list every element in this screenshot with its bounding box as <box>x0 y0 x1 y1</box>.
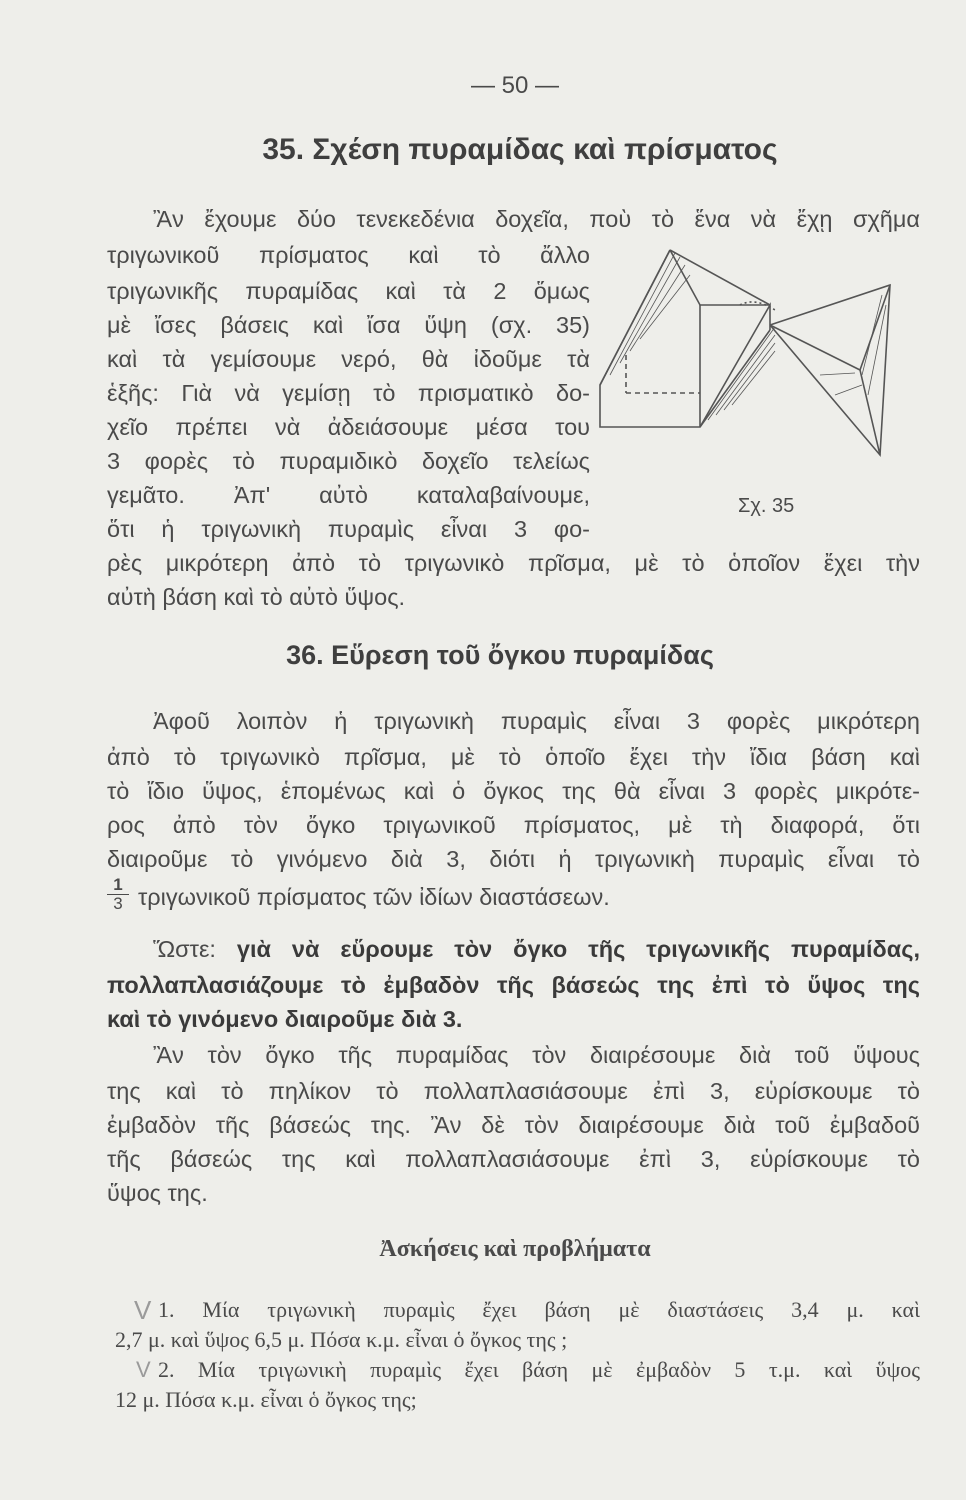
rule-line: καὶ τὸ γινόμενο διαιροῦμε διὰ 3. <box>107 1006 463 1032</box>
paragraph-line: ἀπὸ τὸ τριγωνικὸ πρῖσμα, μὲ τὸ ὁποῖο ἔχει τὴν ἴδια βάση καὶ <box>107 744 920 770</box>
paragraph-line: ρος ἀπὸ τὸν ὄγκο τριγωνικοῦ πρίσματος, μὲ τὴ διαφορά, ὅτι <box>107 812 920 838</box>
fraction-one-third <box>107 876 129 913</box>
paragraph-line: τριγωνικοῦ πρίσματος τῶν ἰδίων διαστάσεων. <box>138 884 610 910</box>
paragraph-line: ρὲς μικρότερη ἀπὸ τὸ τριγωνικὸ πρῖσμα, μὲ τὸ ὁποῖον ἔχει τὴν <box>107 550 920 576</box>
exercise-line: 12 μ. Πόσα κ.μ. εἶναι ὁ ὄγκος της; <box>115 1387 417 1412</box>
paragraph-line: 3 φορὲς τὸ πυραμιδικὸ δοχεῖο τελείως <box>107 448 590 474</box>
paragraph-line: ἐμβαδὸν τῆς βάσεώς της. Ἂν δὲ τὸν διαιρέσουμε διὰ τοῦ ἐμβαδοῦ <box>107 1112 920 1138</box>
paragraph-line: Ἂν ἔχουμε δύο τενεκεδένια δοχεῖα, ποὺ τὸ ἕνα νὰ ἔχῃ σχῆμα <box>153 206 920 232</box>
paragraph-line: καὶ τὰ γεμίσουμε νερό, θὰ ἰδοῦμε τὰ <box>107 346 590 372</box>
rule-line <box>107 934 920 964</box>
fraction-denominator: 3 <box>113 894 123 913</box>
paragraph-line: ὕψος της. <box>107 1180 208 1206</box>
exercise-line: 1. Μία τριγωνικὴ πυραμὶς ἔχει βάση μὲ διαστάσεις 3,4 μ. καὶ <box>158 1297 920 1322</box>
paragraph-line: μὲ ἴσες βάσεις καὶ ἴσα ὕψη (σχ. 35) <box>107 312 590 338</box>
paragraph-line: Ἀφοῦ λοιπὸν ἡ τριγωνικὴ πυραμὶς εἶναι 3 φορὲς μικρότερη <box>153 708 920 734</box>
paragraph-line: διαιροῦμε τὸ γινόμενο διὰ 3, διότι ἡ τριγωνικὴ πυραμὶς εἶναι τὸ <box>107 846 920 872</box>
exercise-line: 2. Μία τριγωνικὴ πυραμὶς ἔχει βάση μὲ ἐμβαδὸν 5 τ.μ. καὶ ὕψος <box>158 1357 920 1382</box>
paragraph-line: της καὶ τὸ πηλίκον τὸ πολλαπλασιάσουμε ἐπὶ 3, εὑρίσκουμε τὸ <box>107 1078 920 1104</box>
section-35-title: 35. Σχέση πυραμίδας καὶ πρίσματος <box>262 133 778 166</box>
rule-line: πολλαπλασιάζουμε τὸ ἐμβαδὸν τῆς βάσεώς της ἐπὶ τὸ ὕψος της <box>107 972 920 998</box>
check-mark-icon: V <box>134 1296 152 1324</box>
paragraph-line: ἑξῆς: Γιὰ νὰ γεμίσῃ τὸ πρισματικὸ δο- <box>107 380 590 406</box>
exercise-line: 2,7 μ. καὶ ὕψος 6,5 μ. Πόσα κ.μ. εἶναι ὁ ὄγκος της ; <box>115 1327 568 1352</box>
paragraph-line: τριγωνικῆς πυραμίδας καὶ τὰ 2 ὅμως <box>107 278 590 304</box>
prism-drawing <box>600 250 775 427</box>
rule-text: γιὰ νὰ εὕρουμε τὸν ὄγκο τῆς τριγωνικῆς πυραμίδας, <box>236 936 920 962</box>
paragraph-line: γεμᾶτο. Ἀπ' αὐτὸ καταλαβαίνουμε, <box>107 482 590 508</box>
paragraph-line: τῆς βάσεώς της καὶ πολλαπλασιάσουμε ἐπὶ 3, εὑρίσκουμε τὸ <box>107 1146 920 1172</box>
rule-prefix: Ὥστε: <box>153 936 216 962</box>
fraction-numerator: 1 <box>107 876 129 895</box>
page-number: — 50 — <box>470 72 560 99</box>
figure-caption: Σχ. 35 <box>738 495 795 517</box>
prism-pyramid-figure <box>590 245 910 470</box>
check-mark-icon: V <box>136 1357 151 1382</box>
paragraph-line: ὅτι ἡ τριγωνικὴ πυραμὶς εἶναι 3 φο- <box>107 516 590 542</box>
paragraph-line: τριγωνικοῦ πρίσματος καὶ τὸ ἄλλο <box>107 242 590 268</box>
pyramid-drawing <box>740 285 890 455</box>
section-36-title: 36. Εὕρεση τοῦ ὄγκου πυραμίδας <box>286 640 714 670</box>
paragraph-line: χεῖο πρέπει νὰ ἀδειάσουμε μέσα του <box>107 414 590 440</box>
exercises-title: Ἀσκήσεις καὶ προβλήματα <box>379 1236 651 1262</box>
paragraph-line: τὸ ἴδιο ὕψος, ἑπομένως καὶ ὁ ὄγκος της θὰ εἶναι 3 φορὲς μικρότε- <box>107 778 920 804</box>
paragraph-line: αὐτὴ βάση καὶ τὸ αὐτὸ ὕψος. <box>107 584 406 610</box>
paragraph-line: Ἂν τὸν ὄγκο τῆς πυραμίδας τὸν διαιρέσουμε διὰ τοῦ ὕψους <box>153 1042 920 1068</box>
